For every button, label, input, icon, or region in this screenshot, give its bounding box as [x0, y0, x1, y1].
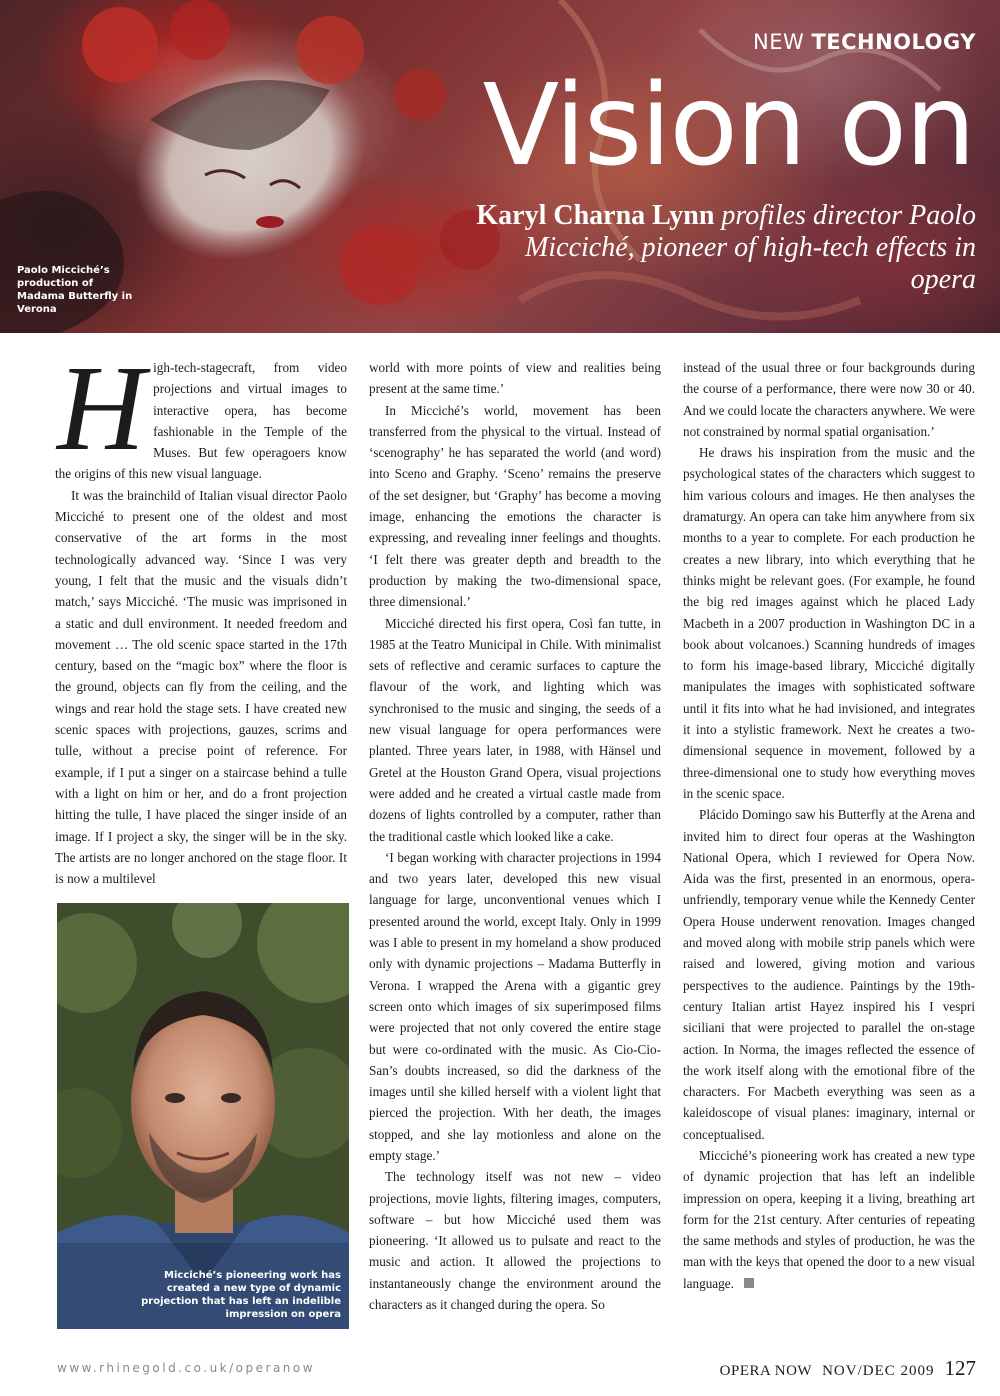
portrait-caption: Micciché’s pioneering work has created a new type of dynamic projection that has left an indelible impression on opera [141, 1270, 341, 1320]
article-column-2 [369, 357, 661, 1315]
footer-url: www.rhinegold.co.uk/operanow [57, 1361, 316, 1375]
article-paragraph: Plácido Domingo saw his Butterfly at the Arena and invited him to direct four operas at the Washington National Opera, which I reviewed for Opera Now. Aida was the first, presented in an enormous, opera-unfriendly, temporary venue while the Kennedy Center Opera House underwent renovation. Images changed and moved along with mobile strip panels which were raised and lowered, giving motion and various perspectives to the audience. Paintings by the 19th-century Italian artist Hayez inspired his I vespri siciliani that were projected to parallel the on-stage action. In Norma, the images reflected the essence of the work itself along with the emotional fibre of the characters. For Macbeth everything was seen as a kaleidoscope of visual planes: imaginary, internal or conceptualised. [683, 807, 975, 1142]
standfirst [456, 200, 976, 297]
article-paragraph: Micciché directed his first opera, Così fan tutte, in 1985 at the Teatro Municipal in Chile. With minimalist sets of reflective and ceramic surfaces to capture the flavour of the work, and lighting which was synchronised to the music and singing, the seeds of a new visual language for opera performances were planted. Three years later, in 1988, with Hänsel und Gretel at the Houston Grand Opera, visual projections were added and he created a virtual castle made from dozens of lights controlled by a computer, rather than the traditional castle which looked like a cake. [369, 615, 661, 844]
article-paragraph: instead of the usual three or four backgrounds during the course of a performance, there were now 30 or 40. And we could locate the characters anywhere. We were not constrained by normal spatial organisation.’ [683, 360, 975, 439]
section-kicker [753, 30, 976, 54]
paragraph-text: igh-tech-stagecraft, from video projections and virtual images to interactive opera, has become fashionable in the Temple of the Muses. But few operagoers know the origins of this new visual language. [55, 360, 347, 482]
magazine-name: OPERA NOW [719, 1363, 813, 1379]
kicker-bold: TECHNOLOGY [811, 30, 976, 54]
article-paragraph: In Micciché’s world, movement has been transferred from the physical to the virtual. Instead of ‘scenography’ he has separated the world (and word) into Sceno and Graphy. ‘Sceno’ remains the preserve of the set designer, but ‘Graphy’ has become a moving image, enhancing the emotions the character is expressing, and revealing inner feelings and thoughts. ‘I felt there was greater depth and breadth to the production by making the two-dimensional space, three dimensional.’ [369, 402, 661, 610]
article-paragraph: world with more points of view and realities being present at the same time.’ [369, 360, 661, 397]
article-paragraph [683, 1145, 975, 1294]
kicker-light: NEW [753, 30, 812, 54]
end-mark-icon [744, 1278, 754, 1288]
hero-photo [0, 0, 1000, 333]
page-number: 127 [944, 1356, 976, 1380]
drop-cap: H [57, 341, 146, 476]
article-paragraph [55, 341, 347, 485]
footer-folio [720, 1356, 976, 1381]
portrait-image [57, 903, 349, 1329]
portrait-photo [57, 903, 349, 1329]
article-paragraph: It was the brainchild of Italian visual director Paolo Micciché to present one of the oldest and most conservative of the art forms in the most technologically advanced way. ‘Since I was very young, I felt that the music and the visuals didn’t match,’ says Micciché. ‘The music was imprisoned in a static and dull environment. It needed freedom and movement … The old scenic space started in the 17th century, based on the “magic box” where the floor is the ground, objects can fly from the ceiling, and the wings and rear hold the stage sets. I have created new scenic spaces with projections, gauzes, scrims and tulle, without a precise point of reference. For example, if I put a singer on a staircase behind a tulle with a light on him or her, and do a front projection hitting the tulle, I have placed the singer inside of an image. If I project a sky, the singer will be in the sky. The artists are no longer anchored on the stage floor. It is now a multilevel [55, 487, 347, 887]
hero-caption: Paolo Micciché’s production of Madama Butterfly in Verona [17, 265, 133, 315]
article-column-1 [55, 341, 347, 889]
standfirst-author: Karyl Charna Lynn [476, 200, 715, 231]
article-paragraph: He draws his inspiration from the music and the psychological states of the characters which suggest to him various colours and images. He then analyses the dramaturgy. An opera can take him anywhere from six months to a year to complete. For each production he creates a new library, into which everything that he thinks might be relevant goes. (For example, he found the big red images against which he placed Lady Macbeth in a 2007 production in Washington DC in a book about volcanoes.) Scanning hundreds of images to form his image-based library, Micciché digitally manipulates the images with sophisticated software until it fits into what he had invisioned, and integrates it into a stylistic framework. Next he creates a two-dimensional sequence in movement, followed by a three-dimensional one to study how everything moves in the scenic space. [683, 445, 975, 801]
issue-date: NOV/DEC 2009 [822, 1363, 935, 1379]
standfirst-text: profiles director Paolo Micciché, pioneer of high-tech effects in opera [525, 200, 976, 296]
headline: Vision on [482, 61, 974, 191]
article-column-3 [683, 357, 975, 1294]
article-paragraph: The technology itself was not new – video projections, movie lights, filtering images, computers, software – but how Micciché used them was pioneering. ‘It allowed us to pulsate and react to the music and action. It allowed the projections to instantaneously change the environment around the characters as it changed during the opera. So [369, 1169, 661, 1313]
article-paragraph: ‘I began working with character projections in 1994 and two years later, developed this new visual language for large, unconventional venues which I presented around the world, except Italy. Only in 1999 was I able to present in my homeland a show produced only with dynamic projections – Madama Butterfly in Verona. I wrapped the Arena with a gigantic grey screen onto which images of six superimposed films were projected that not only covered the entire stage but were co-ordinated with the music. As Cio-Cio-San’s doubts increased, so did the darkness of the images until she killed herself with a violent light that pierced the projection. With her death, the images stopped, and she lay motionless and alone on the empty stage.’ [369, 849, 661, 1163]
paragraph-text: Micciché’s pioneering work has created a new type of dynamic projection that has left an indelible impression on opera, keeping it a living, breathing art form for the 21st century. After centuries of repeating the same methods and styles of production, he was the man with the keys that opened the door to a new visual language. [683, 1147, 975, 1291]
